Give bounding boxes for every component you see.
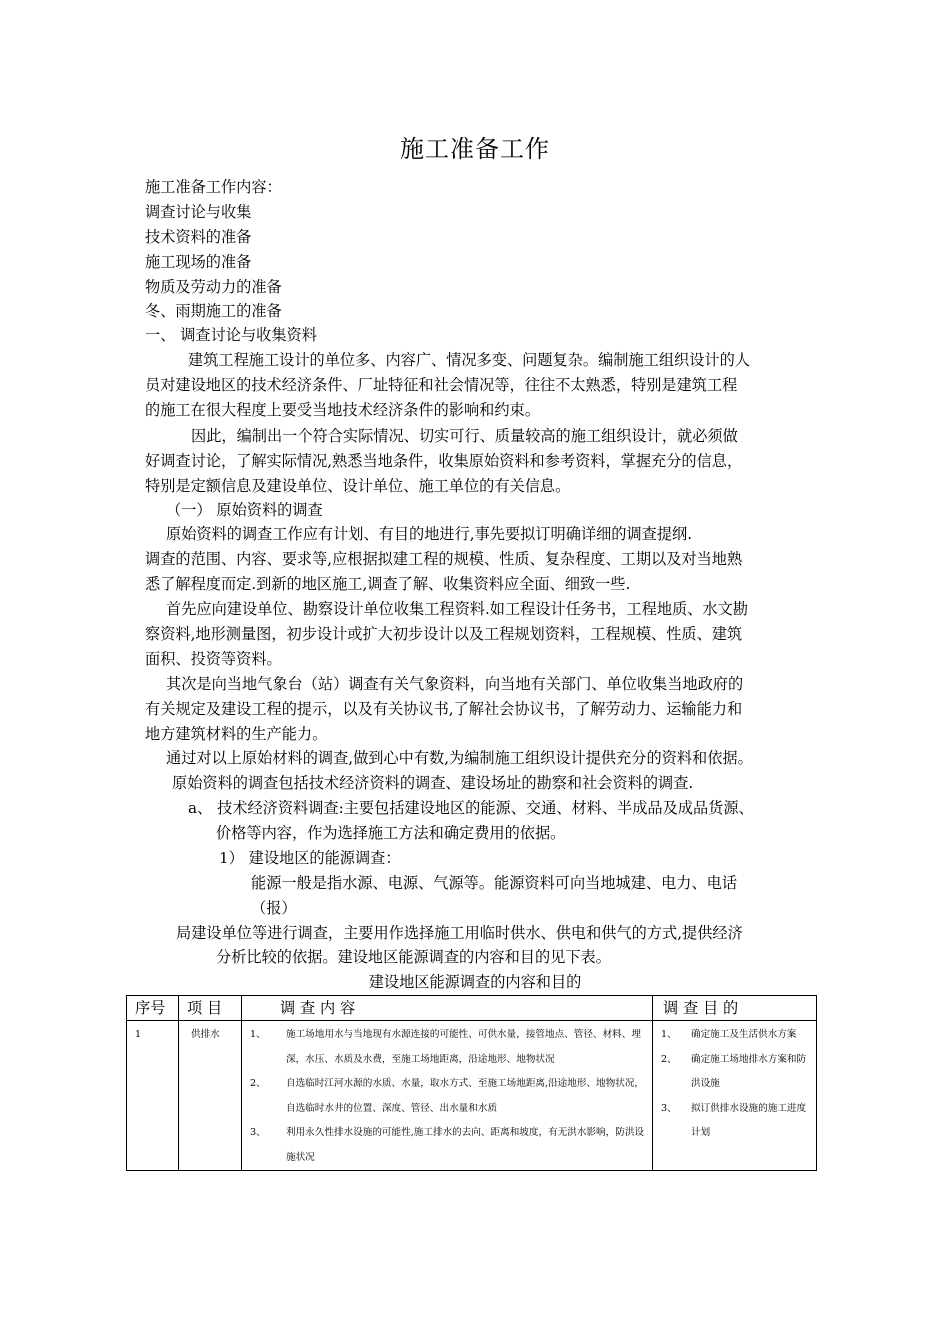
text-line: 面积、投资等资料。 bbox=[145, 650, 282, 668]
text-line: 原始资料的调查工作应有计划、有目的地进行,事先要拟订明确详细的调查提纲. bbox=[166, 525, 693, 543]
text-line: 物质及劳动力的准备 bbox=[145, 278, 282, 296]
row-contents bbox=[242, 1021, 653, 1171]
text-line: 好调查讨论，了解实际情况,熟悉当地条件，收集原始资料和参考资料，掌握充分的信息， bbox=[145, 452, 743, 470]
text-line: 通过对以上原始材料的调查,做到心中有数,为编制施工组织设计提供充分的资料和依据。 bbox=[166, 749, 753, 767]
content-item bbox=[250, 1121, 648, 1170]
page-title: 施工准备工作 bbox=[400, 135, 550, 163]
row-item: 供排水 bbox=[179, 1021, 242, 1171]
text-line: 首先应向建设单位、勘察设计单位收集工程资料.如工程设计任务书，工程地质、水文勘 bbox=[166, 600, 748, 618]
text-line: 悉了解程度而定.到新的地区施工,调查了解、收集资料应全面、细致一些. bbox=[145, 575, 631, 593]
text-line: 建筑工程施工设计的单位多、内容广、情况多变、问题复杂。编制施工组织设计的人 bbox=[188, 351, 750, 369]
row-purposes bbox=[653, 1021, 817, 1171]
text-line: 技术资料的准备 bbox=[145, 228, 252, 246]
text-line: 察资料,地形测量图，初步设计或扩大初步设计以及工程规划资料，工程规模、性质、建筑 bbox=[145, 625, 743, 643]
purpose-item-number: 2、 bbox=[661, 1053, 677, 1065]
content-item-text: 施工场地用水与当地现有水源连接的可能性、可供水量，接管地点、管径、材料、埋深，水压、水质及水费，至施工场地距离，沿途地形、地物状况 bbox=[286, 1029, 641, 1065]
text-line: 员对建设地区的技术经济条件、厂址特征和社会情况等，往往不太熟悉，特别是建筑工程 bbox=[145, 376, 738, 394]
purpose-item bbox=[661, 1097, 812, 1146]
header-item: 项 目 bbox=[179, 996, 242, 1021]
content-item-text: 利用永久性排水设施的可能性,施工排水的去向、距离和坡度，有无洪水影响，防洪设施状况 bbox=[286, 1127, 645, 1163]
text-line: 原始资料的调查包括技术经济资料的调查、建设场址的勘察和社会资料的调查. bbox=[172, 774, 694, 792]
content-item-number: 3、 bbox=[250, 1127, 266, 1138]
text-line: 施工现场的准备 bbox=[145, 253, 252, 271]
purpose-item-number: 3、 bbox=[661, 1102, 677, 1114]
list-item-1: 1） 建设地区的能源调查： bbox=[219, 849, 401, 867]
table-header-row bbox=[127, 996, 817, 1021]
purpose-item bbox=[661, 1023, 812, 1048]
content-item-number: 2、 bbox=[250, 1078, 266, 1089]
purpose-item-text: 确定施工场地排水方案和防洪设施 bbox=[691, 1053, 807, 1089]
header-content: 调 查 内 容 bbox=[242, 996, 653, 1021]
text-line: 分析比较的依据。建设地区能源调查的内容和目的见下表。 bbox=[216, 948, 611, 966]
purpose-item-number: 1、 bbox=[661, 1029, 677, 1040]
table-caption: 建设地区能源调查的内容和目的 bbox=[368, 973, 582, 991]
header-no: 序号 bbox=[127, 996, 179, 1021]
text-line: 价格等内容，作为选择施工方法和确定费用的依据。 bbox=[216, 824, 566, 842]
text-line: 特别是定额信息及建设单位、设计单位、施工单位的有关信息。 bbox=[145, 477, 571, 495]
text-line: 有关规定及建设工程的提示，以及有关协议书,了解社会协议书，了解劳动力、运输能力和 bbox=[145, 700, 743, 718]
content-item-number: 1、 bbox=[250, 1029, 266, 1040]
list-item-a: a、 技术经济资料调查:主要包括建设地区的能源、交通、材料、半成品及成品货源、 bbox=[188, 799, 754, 817]
text-line: 调查讨论与收集 bbox=[145, 203, 252, 221]
text-line: 地方建筑材料的生产能力。 bbox=[145, 725, 328, 743]
header-purpose: 调 查 目 的 bbox=[653, 996, 817, 1021]
purpose-item bbox=[661, 1048, 812, 1097]
text-line: 局建设单位等进行调查，主要用作选择施工用临时供水、供电和供气的方式,提供经济 bbox=[176, 924, 743, 942]
purpose-item-text: 确定施工及生活供水方案 bbox=[691, 1029, 797, 1040]
row-no: 1 bbox=[127, 1021, 179, 1171]
text-line: 因此，编制出一个符合实际情况、切实可行、质量较高的施工组织设计，就必须做 bbox=[191, 427, 738, 445]
section-heading: 一、 调查讨论与收集资料 bbox=[145, 326, 317, 344]
content-item bbox=[250, 1023, 648, 1072]
content-item-text: 自选临时江河水源的水质、水量，取水方式、至施工场地距离,沿途地形、地物状况，自选临时水井的位置、深度、管径、出水量和水质 bbox=[286, 1078, 645, 1114]
text-line: 的施工在很大程度上要受当地技术经济条件的影响和约束。 bbox=[145, 401, 540, 419]
subsection-heading: （一） 原始资料的调查 bbox=[166, 501, 323, 519]
text-line: 其次是向当地气象台（站）调查有关气象资料，向当地有关部门、单位收集当地政府的 bbox=[166, 675, 744, 693]
purpose-item-text: 拟订供排水设施的施工进度计划 bbox=[691, 1102, 807, 1138]
text-line: （报） bbox=[251, 899, 297, 917]
table-row bbox=[127, 1021, 817, 1171]
content-item bbox=[250, 1072, 648, 1121]
energy-survey-table bbox=[126, 995, 817, 1171]
text-line: 调查的范围、内容、要求等,应根据拟建工程的规模、性质、复杂程度、工期以及对当地熟 bbox=[145, 550, 743, 568]
text-line: 能源一般是指水源、电源、气源等。能源资料可向当地城建、电力、电话 bbox=[251, 874, 737, 892]
text-line: 冬、雨期施工的准备 bbox=[145, 302, 282, 320]
text-line: 施工准备工作内容： bbox=[145, 178, 282, 196]
